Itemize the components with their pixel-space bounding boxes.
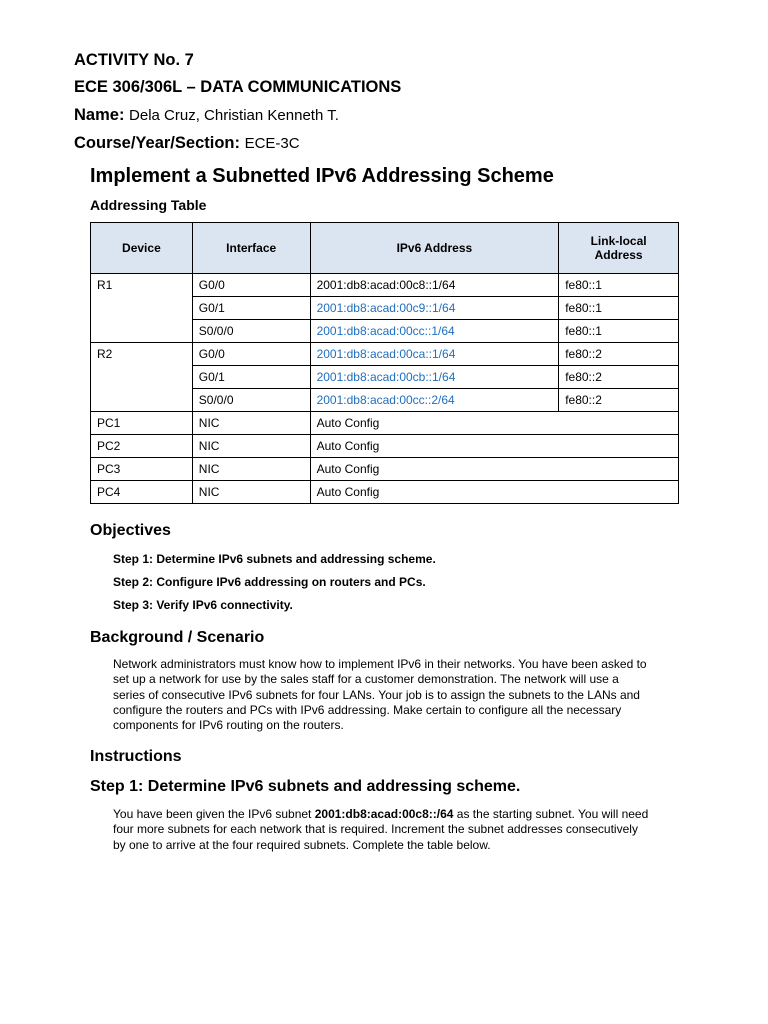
interface-cell: NIC xyxy=(192,481,310,504)
interface-cell: NIC xyxy=(192,458,310,481)
activity-number: ACTIVITY No. 7 xyxy=(74,51,194,69)
address-cell: Auto Config xyxy=(310,481,678,504)
device-cell: R2 xyxy=(91,343,193,412)
interface-cell: S0/0/0 xyxy=(192,389,310,412)
table-row xyxy=(91,481,679,504)
background-paragraph xyxy=(113,657,683,733)
table-row xyxy=(91,412,679,435)
section-line xyxy=(74,134,300,153)
address-cell: Auto Config xyxy=(310,435,678,458)
device-cell: PC1 xyxy=(91,412,193,435)
objective-step-3: Step 3: Verify IPv6 connectivity. xyxy=(113,598,293,612)
section-label: Course/Year/Section: xyxy=(74,134,240,152)
interface-cell: G0/1 xyxy=(192,297,310,320)
background-line: components for IPv6 routing on the routers. xyxy=(113,718,344,733)
addressing-table xyxy=(90,222,679,504)
table-row xyxy=(91,343,679,366)
instructions-line: by one to arrive at the four required subnets. Complete the table below. xyxy=(113,837,491,852)
device-cell: PC4 xyxy=(91,481,193,504)
section-value: ECE-3C xyxy=(244,135,300,152)
interface-cell: G0/1 xyxy=(192,366,310,389)
name-label: Name: xyxy=(74,106,125,124)
background-line: Network administrators must know how to implement IPv6 in their networks. You have been asked to xyxy=(113,657,647,671)
address-cell: 2001:db8:acad:00cc::2/64 xyxy=(310,389,559,412)
interface-cell: NIC xyxy=(192,412,310,435)
background-line: series of consecutive IPv6 subnets for four LANs. Your job is to assign the subnets to the LANs and xyxy=(113,687,640,702)
table-row xyxy=(91,435,679,458)
header-interface: Interface xyxy=(192,223,310,274)
background-line: configure the routers and PCs with IPv6 addressing. Make certain to configure all the necessary xyxy=(113,702,622,717)
table-row xyxy=(91,458,679,481)
table-header-row xyxy=(91,223,679,274)
link-local-cell: fe80::2 xyxy=(559,343,679,366)
name-line xyxy=(74,106,339,125)
instructions-heading: Instructions xyxy=(90,748,182,765)
objectives-heading: Objectives xyxy=(90,522,171,539)
address-cell: 2001:db8:acad:00cc::1/64 xyxy=(310,320,559,343)
device-cell: PC2 xyxy=(91,435,193,458)
objective-step-2: Step 2: Configure IPv6 addressing on routers and PCs. xyxy=(113,575,426,589)
instructions-first-line xyxy=(113,807,683,822)
starting-subnet: 2001:db8:acad:00c8::/64 xyxy=(314,807,454,821)
link-local-cell: fe80::1 xyxy=(559,274,679,297)
address-cell: 2001:db8:acad:00c8::1/64 xyxy=(310,274,559,297)
header-device: Device xyxy=(91,223,193,274)
address-cell: Auto Config xyxy=(310,458,678,481)
text-prefix: You have been given the IPv6 subnet xyxy=(113,807,315,821)
text-suffix: as the starting subnet. You will need xyxy=(453,807,649,821)
address-cell: 2001:db8:acad:00c9::1/64 xyxy=(310,297,559,320)
link-local-cell: fe80::1 xyxy=(559,320,679,343)
background-line: set up a network for use by the sales staff for a customer demonstration. The network will use a xyxy=(113,672,619,687)
course-title: ECE 306/306L – DATA COMMUNICATIONS xyxy=(74,78,402,96)
address-cell: Auto Config xyxy=(310,412,678,435)
name-value: Dela Cruz, Christian Kenneth T. xyxy=(129,107,339,124)
table-row xyxy=(91,274,679,297)
interface-cell: G0/0 xyxy=(192,274,310,297)
device-cell: PC3 xyxy=(91,458,193,481)
background-heading: Background / Scenario xyxy=(90,629,265,646)
header-ipv6-address: IPv6 Address xyxy=(310,223,559,274)
instructions-line: four more subnets for each network that is required. Increment the subnet addresses consecutively xyxy=(113,822,638,837)
table-title: Addressing Table xyxy=(90,197,207,213)
interface-cell: S0/0/0 xyxy=(192,320,310,343)
document-title: Implement a Subnetted IPv6 Addressing Scheme xyxy=(90,165,554,187)
step1-heading: Step 1: Determine IPv6 subnets and addressing scheme. xyxy=(90,778,521,795)
interface-cell: G0/0 xyxy=(192,343,310,366)
interface-cell: NIC xyxy=(192,435,310,458)
instructions-paragraph xyxy=(113,807,683,853)
link-local-cell: fe80::2 xyxy=(559,366,679,389)
link-local-cell: fe80::1 xyxy=(559,297,679,320)
objective-step-1: Step 1: Determine IPv6 subnets and addressing scheme. xyxy=(113,552,436,566)
address-cell: 2001:db8:acad:00ca::1/64 xyxy=(310,343,559,366)
header-link-local-text: Link-local Address xyxy=(590,234,647,262)
link-local-cell: fe80::2 xyxy=(559,389,679,412)
header-link-local xyxy=(559,223,679,274)
address-cell: 2001:db8:acad:00cb::1/64 xyxy=(310,366,559,389)
device-cell: R1 xyxy=(91,274,193,343)
